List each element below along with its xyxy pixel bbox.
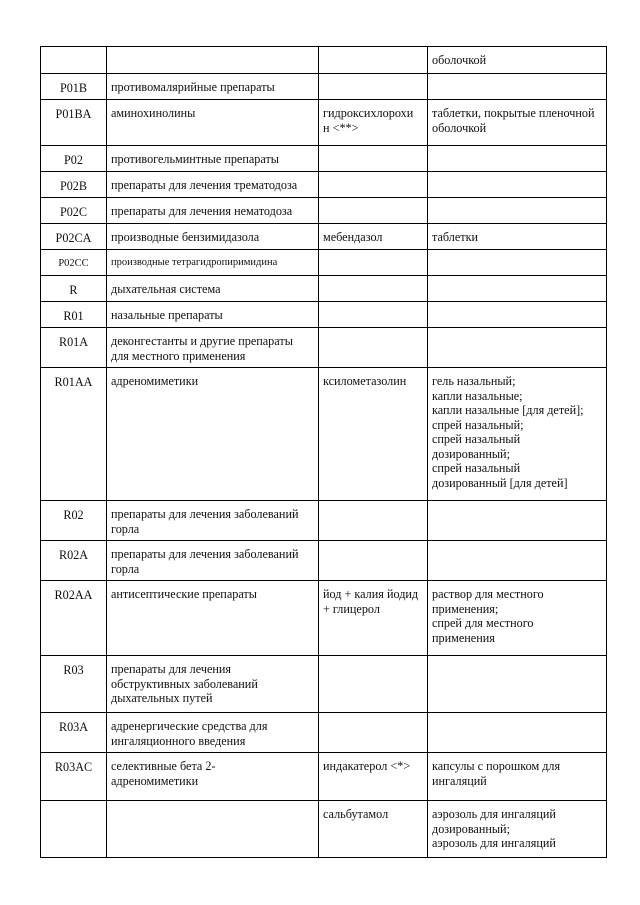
group-name-text: адренергические средства для — [111, 719, 268, 733]
dosage-form-cell — [428, 328, 607, 368]
group-name-text: противомалярийные препараты — [111, 80, 275, 94]
dosage-form-cell — [428, 100, 607, 146]
substance-cell — [319, 224, 428, 250]
substance-cell — [319, 100, 428, 146]
substance-text: + глицерол — [323, 601, 380, 616]
substance-cell — [319, 541, 428, 581]
substance-cell — [319, 47, 428, 74]
group-name-text: для местного применения — [111, 348, 246, 363]
table-row — [41, 328, 607, 368]
table-row — [41, 368, 607, 501]
dosage-form-cell — [428, 250, 607, 276]
group-name-text: адреномиметики — [111, 773, 199, 788]
dosage-form-cell — [428, 541, 607, 581]
table-row — [41, 302, 607, 328]
group-name-cell — [107, 198, 319, 224]
group-name-text: препараты для лечения — [111, 662, 232, 676]
group-name-text: горла — [111, 521, 140, 536]
dosage-form-text: спрей назальный — [432, 432, 521, 446]
substance-cell — [319, 302, 428, 328]
group-name-text: ингаляционного введения — [111, 733, 246, 748]
dosage-form-cell — [428, 501, 607, 541]
dosage-form-cell — [428, 47, 607, 74]
atc-code-cell: P02B — [41, 172, 107, 198]
dosage-form-text: таблетки — [432, 230, 479, 244]
group-name-cell — [107, 368, 319, 501]
group-name-cell — [107, 656, 319, 713]
atc-code-cell: R02AA — [41, 581, 107, 656]
atc-code-cell: P02C — [41, 198, 107, 224]
group-name-cell — [107, 753, 319, 801]
group-name-text: производные тетрагидропиримидина — [111, 257, 278, 268]
dosage-form-text: оболочкой — [432, 53, 487, 67]
substance-cell — [319, 74, 428, 100]
group-name-cell — [107, 250, 319, 276]
atc-code-cell: R03A — [41, 713, 107, 753]
drug-list-table — [40, 46, 607, 858]
group-name-cell — [107, 302, 319, 328]
table-row — [41, 753, 607, 801]
substance-text: индакатерол <*> — [323, 759, 411, 773]
dosage-form-text: раствор для местного — [432, 587, 544, 601]
table-row — [41, 198, 607, 224]
table-row — [41, 501, 607, 541]
substance-text: н <**> — [323, 120, 359, 135]
dosage-form-text: аэрозоль для ингаляций — [432, 836, 556, 850]
atc-code-cell: P02CC — [41, 250, 107, 276]
substance-text: мебендазол — [323, 230, 383, 244]
table-row — [41, 713, 607, 753]
atc-code-cell: P02 — [41, 146, 107, 172]
group-name-text: препараты для лечения нематодоза — [111, 204, 293, 218]
dosage-form-text: применения — [432, 630, 495, 645]
atc-code-cell: P02CA — [41, 224, 107, 250]
group-name-cell — [107, 328, 319, 368]
dosage-form-text: оболочкой — [432, 120, 487, 135]
substance-cell — [319, 581, 428, 656]
dosage-form-text: таблетки, покрытые пленочной — [432, 106, 595, 120]
group-name-text: препараты для лечения трематодоза — [111, 178, 298, 192]
dosage-form-cell — [428, 581, 607, 656]
table-row — [41, 47, 607, 74]
group-name-text: дыхательных путей — [111, 691, 213, 705]
substance-cell — [319, 276, 428, 302]
group-name-text: селективные бета 2- — [111, 759, 216, 773]
dosage-form-cell — [428, 368, 607, 501]
substance-cell — [319, 146, 428, 172]
substance-cell — [319, 250, 428, 276]
table-row — [41, 581, 607, 656]
group-name-cell — [107, 801, 319, 858]
dosage-form-cell — [428, 198, 607, 224]
table-row — [41, 224, 607, 250]
dosage-form-cell — [428, 146, 607, 172]
table-row — [41, 276, 607, 302]
table-row — [41, 541, 607, 581]
table-row — [41, 172, 607, 198]
group-name-cell — [107, 100, 319, 146]
dosage-form-text: спрей назальный; — [432, 417, 524, 432]
substance-text: гидроксихлорохи — [323, 106, 414, 120]
dosage-form-text: ингаляций — [432, 773, 487, 788]
group-name-cell — [107, 224, 319, 250]
dosage-form-text: дозированный [для детей] — [432, 475, 568, 490]
atc-code-cell: R02 — [41, 501, 107, 541]
substance-text: йод + калия йодид — [323, 587, 419, 601]
substance-cell — [319, 753, 428, 801]
dosage-form-text: дозированный; — [432, 446, 510, 461]
group-name-text: обструктивных заболеваний — [111, 676, 258, 691]
substance-cell — [319, 368, 428, 501]
substance-cell — [319, 656, 428, 713]
substance-text: сальбутамол — [323, 807, 389, 821]
dosage-form-cell — [428, 753, 607, 801]
dosage-form-text: дозированный; — [432, 821, 510, 836]
table-row — [41, 250, 607, 276]
dosage-form-text: капсулы с порошком для — [432, 759, 561, 773]
group-name-text: деконгестанты и другие препараты — [111, 334, 293, 348]
dosage-form-text: спрей назальный — [432, 461, 521, 475]
atc-code-cell: R02A — [41, 541, 107, 581]
substance-cell — [319, 501, 428, 541]
group-name-cell — [107, 501, 319, 541]
table-row — [41, 74, 607, 100]
group-name-cell — [107, 47, 319, 74]
atc-code-cell — [41, 801, 107, 858]
dosage-form-text: спрей для местного — [432, 616, 534, 630]
dosage-form-cell — [428, 172, 607, 198]
group-name-text: противогельминтные препараты — [111, 152, 279, 166]
group-name-cell — [107, 74, 319, 100]
dosage-form-cell — [428, 74, 607, 100]
group-name-text: дыхательная система — [111, 282, 221, 296]
table-body — [41, 47, 607, 858]
group-name-text: препараты для лечения заболеваний — [111, 547, 299, 561]
atc-code-cell: R01A — [41, 328, 107, 368]
group-name-text: назальные препараты — [111, 308, 223, 322]
dosage-form-cell — [428, 302, 607, 328]
group-name-text: горла — [111, 561, 140, 576]
atc-code-cell: R03AC — [41, 753, 107, 801]
substance-cell — [319, 172, 428, 198]
atc-code-cell — [41, 47, 107, 74]
atc-code-cell: P01B — [41, 74, 107, 100]
group-name-cell — [107, 276, 319, 302]
table-row — [41, 801, 607, 858]
group-name-cell — [107, 146, 319, 172]
group-name-text: производные бензимидазола — [111, 230, 260, 244]
atc-code-cell: R03 — [41, 656, 107, 713]
dosage-form-cell — [428, 276, 607, 302]
atc-code-cell: R01AA — [41, 368, 107, 501]
table-row — [41, 100, 607, 146]
substance-cell — [319, 713, 428, 753]
dosage-form-text: применения; — [432, 601, 499, 616]
substance-cell — [319, 328, 428, 368]
dosage-form-text: гель назальный; — [432, 374, 516, 388]
dosage-form-text: капли назальные; — [432, 388, 523, 403]
atc-code-cell: R — [41, 276, 107, 302]
group-name-text: адреномиметики — [111, 374, 199, 388]
atc-code-cell: P01BA — [41, 100, 107, 146]
dosage-form-cell — [428, 801, 607, 858]
dosage-form-cell — [428, 224, 607, 250]
substance-cell — [319, 198, 428, 224]
group-name-cell — [107, 172, 319, 198]
atc-code-cell: R01 — [41, 302, 107, 328]
group-name-cell — [107, 581, 319, 656]
group-name-cell — [107, 713, 319, 753]
group-name-text: препараты для лечения заболеваний — [111, 507, 299, 521]
dosage-form-cell — [428, 656, 607, 713]
group-name-text: антисептические препараты — [111, 587, 257, 601]
substance-text: ксилометазолин — [323, 374, 407, 388]
group-name-text: аминохинолины — [111, 106, 196, 120]
substance-cell — [319, 801, 428, 858]
dosage-form-cell — [428, 713, 607, 753]
dosage-form-text: капли назальные [для детей]; — [432, 403, 584, 417]
group-name-cell — [107, 541, 319, 581]
table-row — [41, 656, 607, 713]
table-row — [41, 146, 607, 172]
dosage-form-text: аэрозоль для ингаляций — [432, 807, 556, 821]
